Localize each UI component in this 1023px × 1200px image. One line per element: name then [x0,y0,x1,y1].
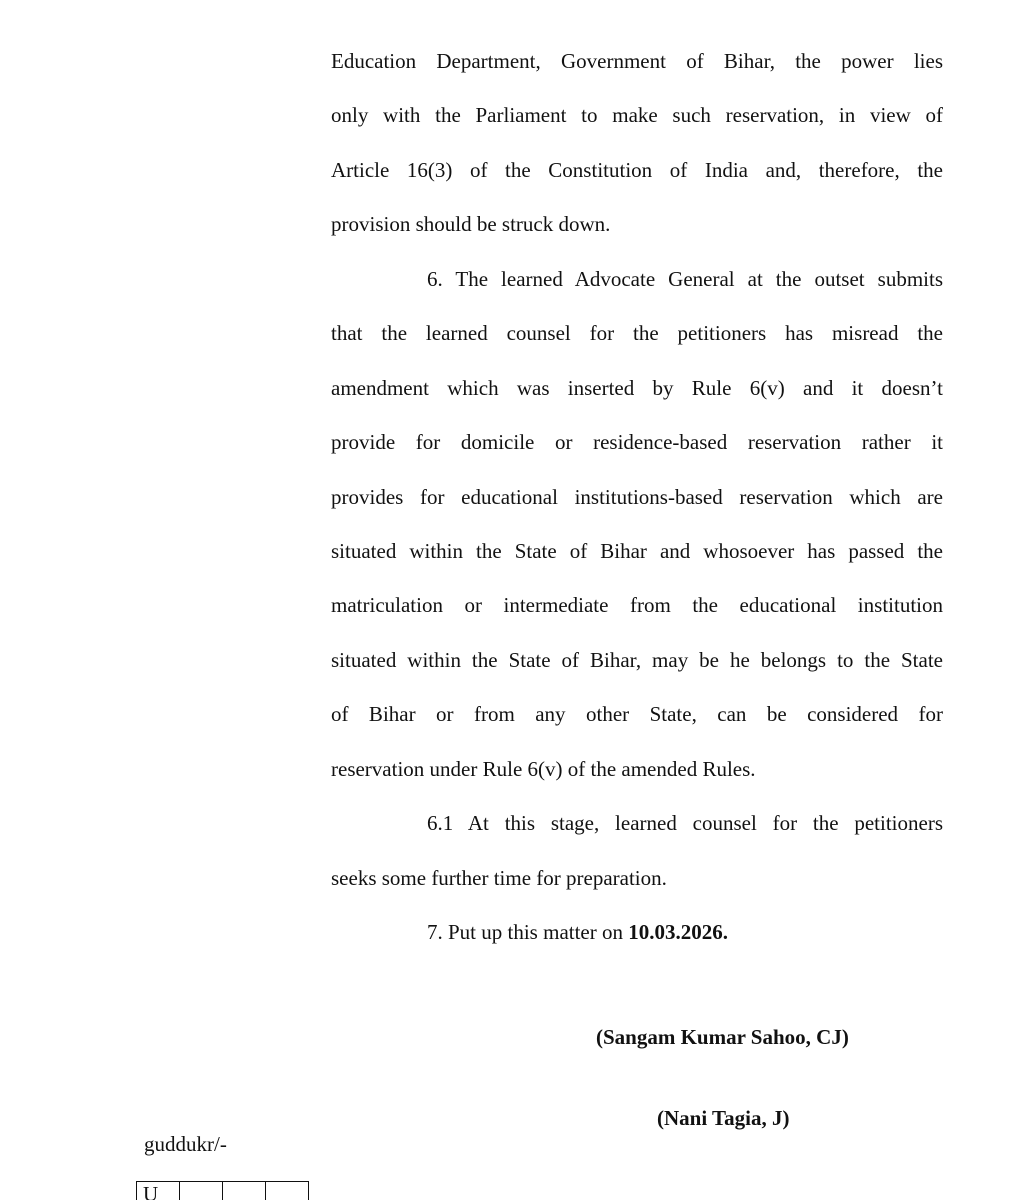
body-line: that the learned counsel for the petitioners has misread the [331,321,943,345]
body-line: provides for educational institutions-based reservation which are [331,485,943,509]
stamp-box [136,1181,309,1200]
stamp-cell [266,1182,309,1200]
body-line: of Bihar or from any other State, can be considered for [331,702,943,726]
body-line: amendment which was inserted by Rule 6(v) and it doesn’t [331,376,943,400]
stamp-cell: U [137,1182,180,1200]
order-listing-prefix: 7. Put up this matter on [427,920,629,944]
paragraph-6-start: 6. The learned Advocate General at the outset submits [427,267,943,291]
body-line: matriculation or intermediate from the educational institution [331,593,943,617]
body-line: only with the Parliament to make such reservation, in view of [331,103,943,127]
typist-initials: guddukr/- [144,1132,227,1156]
signature-chief-justice: (Sangam Kumar Sahoo, CJ) [596,1025,849,1049]
body-line: situated within the State of Bihar and whosoever has passed the [331,539,943,563]
stamp-cell [180,1182,223,1200]
order-listing-line [331,918,943,946]
body-line: Education Department, Government of Bihar, the power lies [331,49,943,73]
body-line: Article 16(3) of the Constitution of India and, therefore, the [331,158,943,182]
body-line: seeks some further time for preparation. [331,866,667,890]
stamp-cell [223,1182,266,1200]
paragraph-6-1-start: 6.1 At this stage, learned counsel for the petitioners [427,811,943,835]
body-line: provision should be struck down. [331,212,611,236]
body-line: provide for domicile or residence-based reservation rather it [331,430,943,454]
listing-date: 10.03.2026. [628,920,728,944]
body-line: reservation under Rule 6(v) of the amended Rules. [331,757,756,781]
signature-judge: (Nani Tagia, J) [657,1106,790,1130]
body-line: situated within the State of Bihar, may be he belongs to the State [331,648,943,672]
